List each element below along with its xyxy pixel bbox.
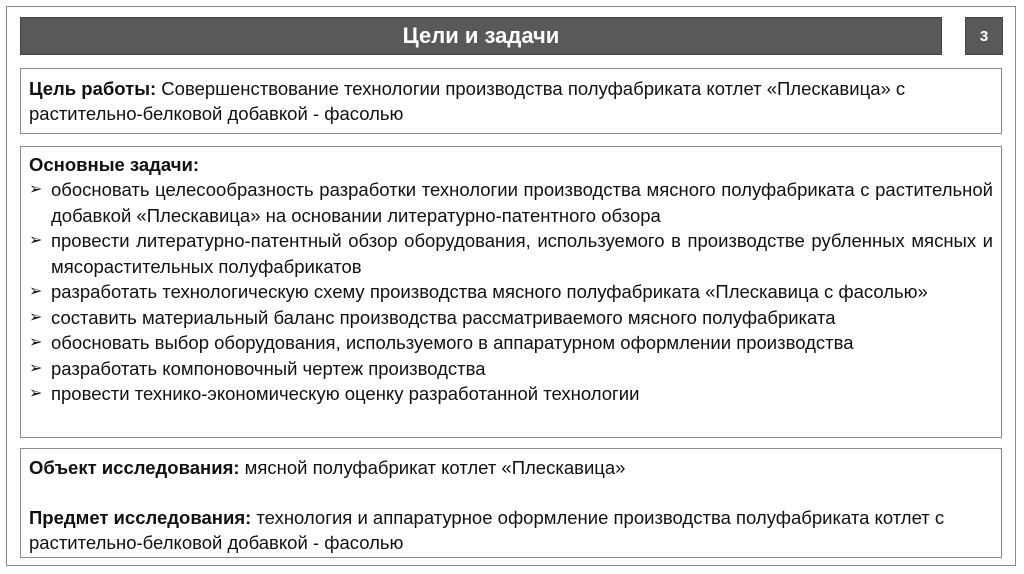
task-text: разработать компоновочный чертеж производства [51,357,486,379]
object-text: мясной полуфабрикат котлет «Плескавица» [239,457,626,478]
task-text: обосновать целесообразность разработки технологии производства мясного полуфабриката с растительной добавкой «Плескавица» на основании литературно-патентного обзора [51,179,993,226]
page-number-badge [965,17,1003,55]
page-number: 3 [979,27,989,45]
arrow-bullet-icon: ➢ [29,283,43,300]
tasks-heading: Основные задачи: [29,154,200,175]
research-subject [29,505,993,555]
arrow-bullet-icon: ➢ [29,385,43,402]
research-object [29,455,993,480]
goal-label: Цель работы: [29,78,157,99]
arrow-bullet-icon: ➢ [29,232,43,249]
tasks-list [29,177,993,407]
tasks-panel [20,146,1002,438]
research-panel [20,448,1002,558]
goal-text: Совершенствование технологии производства полуфабриката котлет «Плескавица» с растительно-белковой добавкой - фасолью [29,78,906,124]
slide-title-text: Цели и задачи [402,23,560,48]
task-text: провести литературно-патентный обзор оборудования, используемого в производстве рубленных мясных и мясорастительных полуфабрикатов [51,230,993,277]
task-text: составить материальный баланс производства рассматриваемого мясного полуфабриката [51,306,836,328]
task-text: провести технико-экономическую оценку разработанной технологии [51,383,640,404]
task-item [29,228,993,279]
task-item [29,330,993,356]
task-item [29,305,993,331]
slide-title [20,17,942,55]
arrow-bullet-icon: ➢ [29,359,43,377]
subject-label: Предмет исследования: [29,507,252,528]
arrow-bullet-icon: ➢ [29,308,43,326]
task-text: обосновать выбор оборудования, используемого в аппаратурном оформлении производства [51,332,854,353]
task-item [29,177,993,228]
object-label: Объект исследования: [29,457,240,478]
task-item [29,279,993,305]
arrow-bullet-icon: ➢ [29,334,43,351]
subject-text: технология и аппаратурное оформление производства полуфабриката котлет с растительно-белковой добавкой - фасолью [29,507,945,553]
goal-panel [20,68,1002,134]
spacer [29,480,993,505]
task-item [29,381,993,407]
arrow-bullet-icon: ➢ [29,181,43,198]
task-item [29,356,993,382]
task-text: разработать технологическую схему производства мясного полуфабриката «Плескавица с фасолью» [51,281,928,302]
